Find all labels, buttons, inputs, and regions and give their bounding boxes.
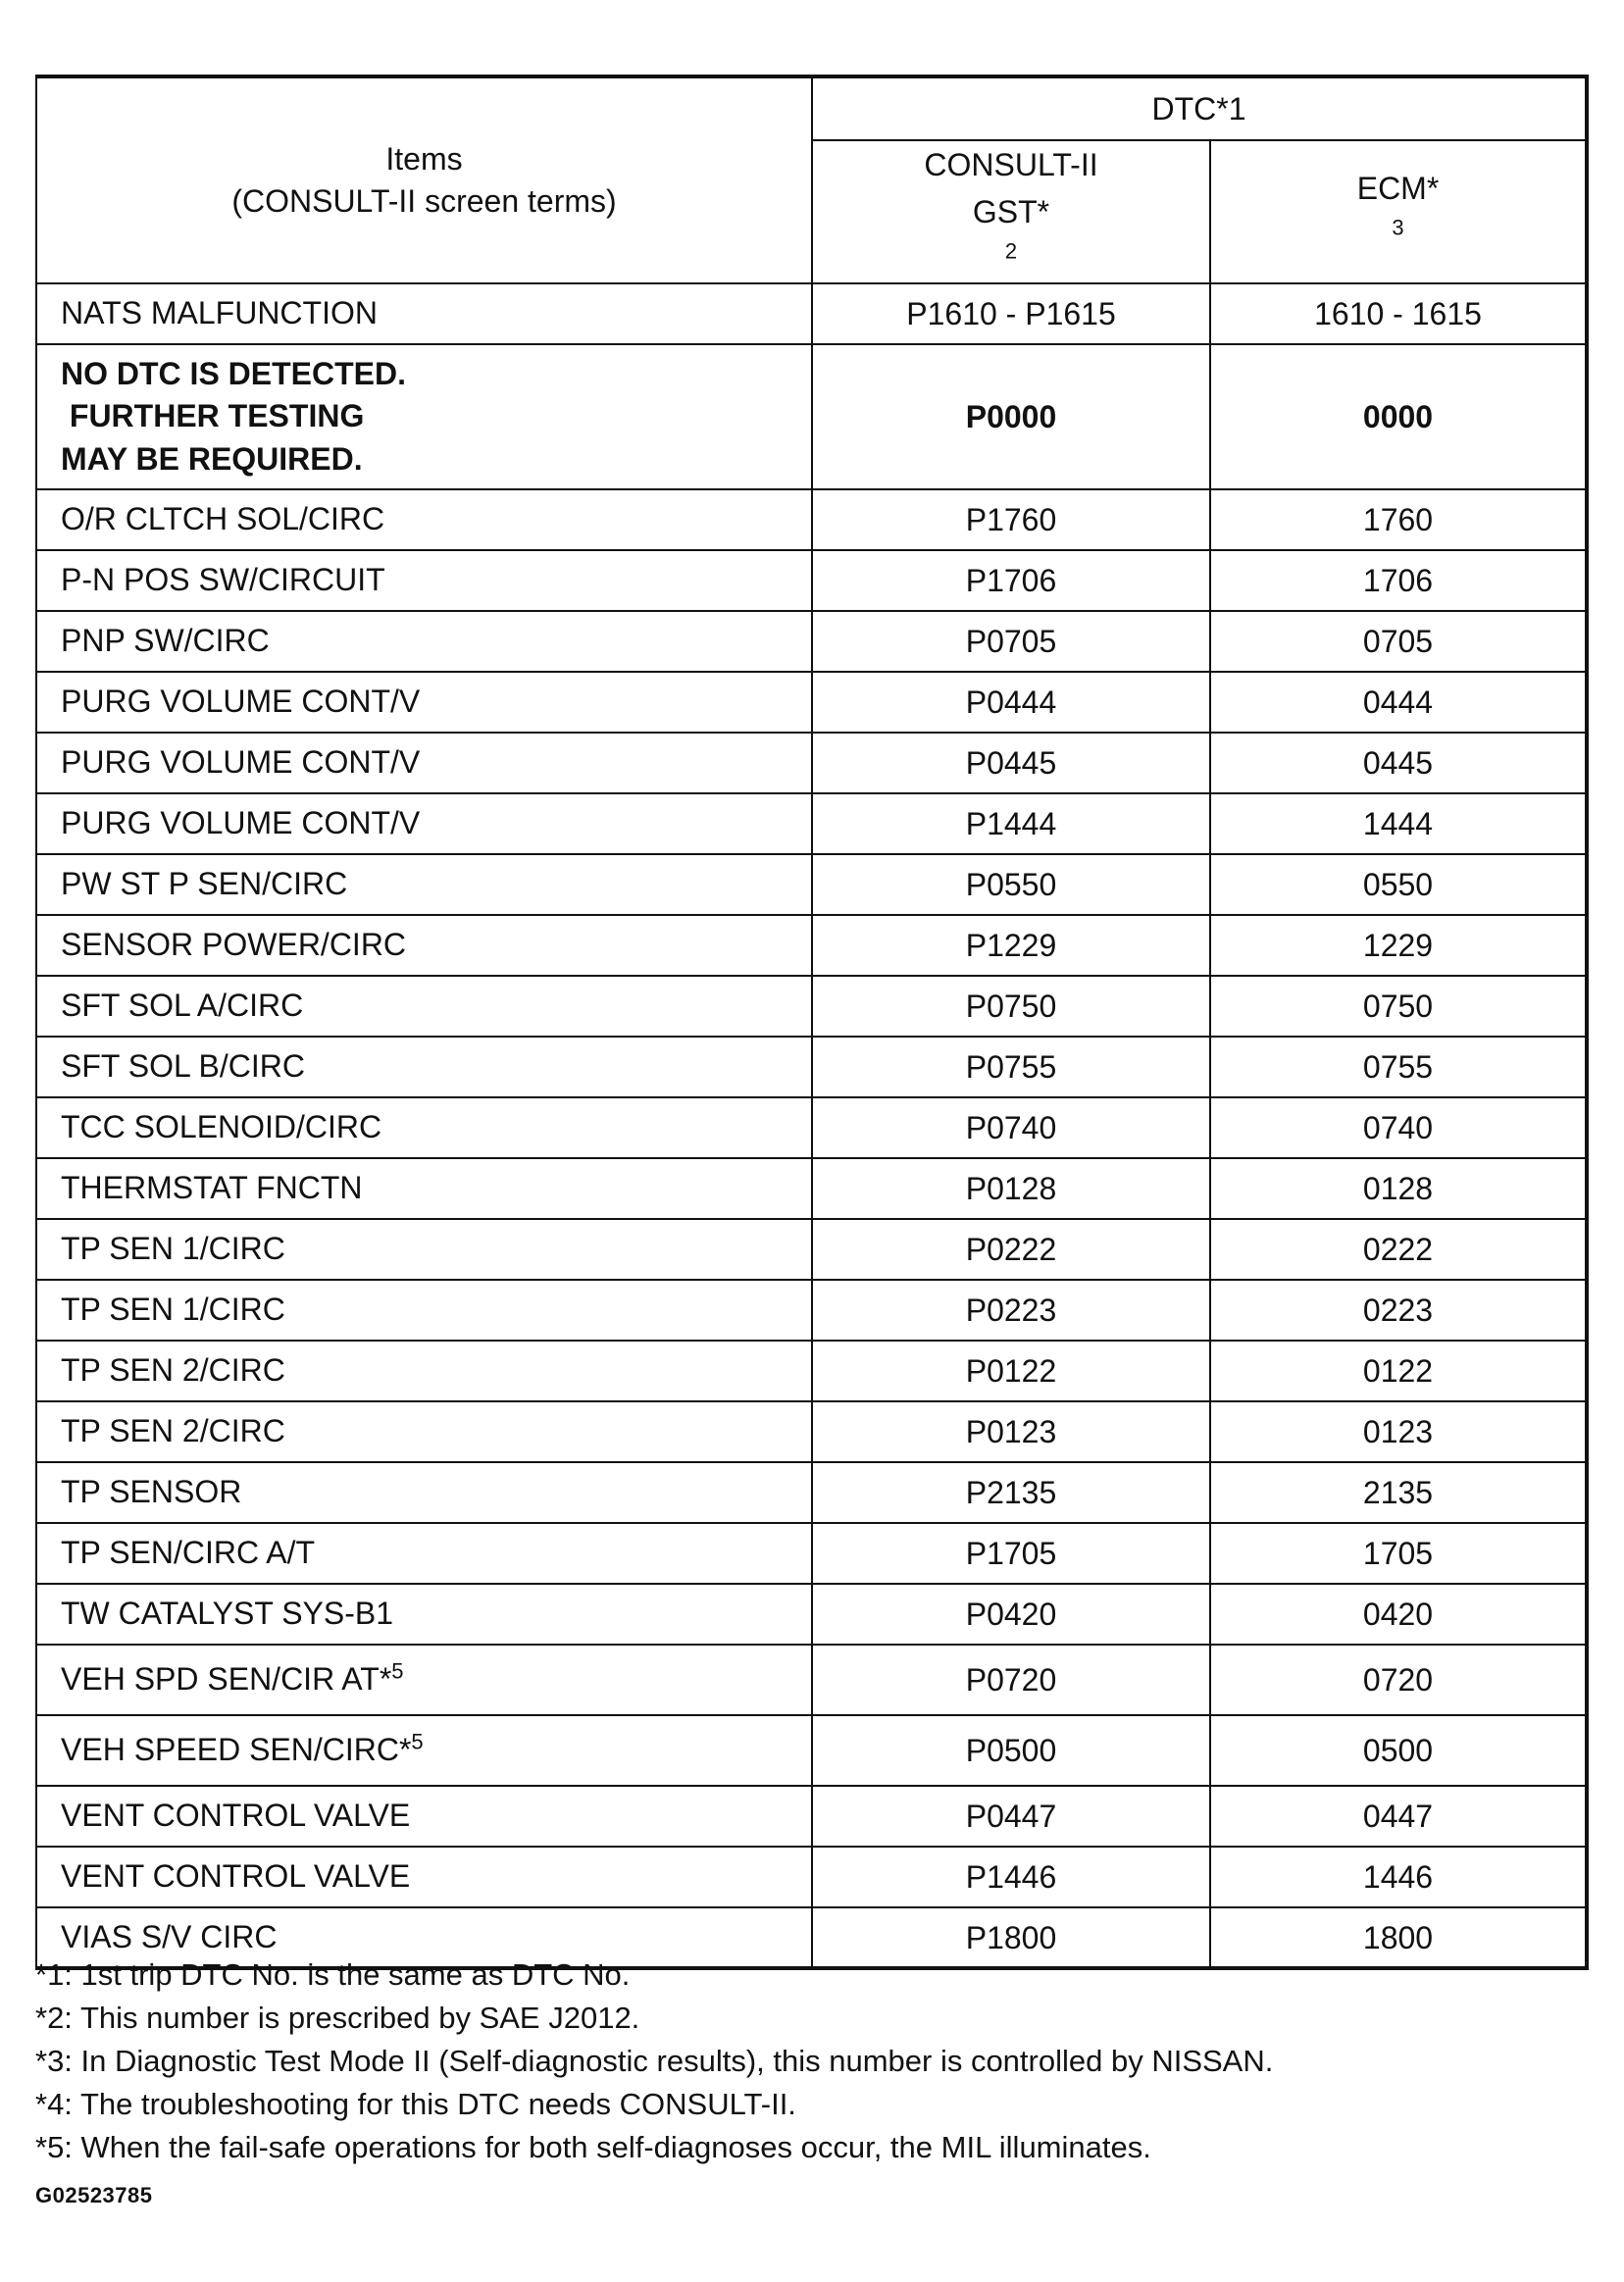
- dtc-item-name: [36, 976, 812, 1037]
- dtc-item-text: VEH SPEED SEN/CIRC*: [61, 1732, 412, 1768]
- table-row: [36, 1219, 1587, 1280]
- dtc-item-name: [36, 489, 812, 550]
- items-header-subtitle: (CONSULT-II screen terms): [231, 183, 617, 219]
- table-row: [36, 1645, 1587, 1715]
- consult-gst-code: P0720: [812, 1645, 1210, 1715]
- dtc-item-text: TP SEN/CIRC A/T: [61, 1535, 316, 1571]
- ecm-code: 0740: [1210, 1097, 1587, 1158]
- dtc-item-name: [36, 1097, 812, 1158]
- consult-gst-code: P0705: [812, 611, 1210, 672]
- ecm-header-footnote-ref: 3: [1392, 215, 1404, 240]
- consult-column-header: [812, 140, 1210, 283]
- consult-gst-code: P1446: [812, 1847, 1210, 1907]
- consult-gst-code: P0500: [812, 1715, 1210, 1786]
- ecm-code: 0128: [1210, 1158, 1587, 1219]
- ecm-header-line: ECM* $^3$: [1356, 171, 1440, 240]
- table-row: [36, 1462, 1587, 1523]
- consult-gst-code: P1760: [812, 489, 1210, 550]
- ecm-column-header: [1210, 140, 1587, 283]
- dtc-item-name: [36, 1584, 812, 1645]
- dtc-item-name: [36, 1219, 812, 1280]
- consult-gst-code: P0128: [812, 1158, 1210, 1219]
- table-row: [36, 1715, 1587, 1786]
- table-row: [36, 793, 1587, 854]
- footnote-ref: 5: [411, 1729, 424, 1754]
- dtc-item-line: NO DTC IS DETECTED.: [61, 356, 407, 392]
- consult-gst-code: P0222: [812, 1219, 1210, 1280]
- dtc-item-text: TW CATALYST SYS-B1: [61, 1596, 394, 1632]
- table-body: [36, 283, 1587, 1968]
- table-row: [36, 1280, 1587, 1341]
- table-row: [36, 854, 1587, 915]
- dtc-item-name: [36, 344, 812, 489]
- consult-gst-code: P1610 - P1615: [812, 283, 1210, 344]
- table-row: [36, 915, 1587, 976]
- table-row: [36, 672, 1587, 733]
- footnote-5: *5: When the fail-safe operations for both self-diagnoses occur, the MIL illuminates.: [35, 2130, 1151, 2164]
- table-row: [36, 1584, 1587, 1645]
- consult-gst-code: P0223: [812, 1280, 1210, 1341]
- table-row: [36, 1158, 1587, 1219]
- dtc-item-text: SFT SOL A/CIRC: [61, 988, 304, 1024]
- dtc-item-name: [36, 1523, 812, 1584]
- dtc-item-text: SENSOR POWER/CIRC: [61, 927, 407, 963]
- ecm-code: 0420: [1210, 1584, 1587, 1645]
- consult-header-footnote-ref: 2: [1004, 238, 1018, 264]
- consult-gst-code: P0550: [812, 854, 1210, 915]
- dtc-item-name: [36, 283, 812, 344]
- dtc-item-name: [36, 793, 812, 854]
- consult-gst-code: P0444: [812, 672, 1210, 733]
- ecm-code: 1229: [1210, 915, 1587, 976]
- table-row: [36, 1847, 1587, 1907]
- dtc-item-text: NATS MALFUNCTION: [61, 295, 378, 331]
- dtc-group-header: DTC*1: [812, 76, 1587, 140]
- ecm-code: 1446: [1210, 1847, 1587, 1907]
- ecm-code: 0500: [1210, 1715, 1587, 1786]
- dtc-item-name: [36, 611, 812, 672]
- dtc-item-line: FURTHER TESTING: [61, 398, 365, 434]
- dtc-item-text: P-N POS SW/CIRCUIT: [61, 562, 385, 598]
- dtc-item-name: [36, 1280, 812, 1341]
- ecm-code: 0750: [1210, 976, 1587, 1037]
- table-row: [36, 1401, 1587, 1462]
- dtc-item-name: [36, 672, 812, 733]
- table-row: [36, 1097, 1587, 1158]
- table-row: [36, 976, 1587, 1037]
- dtc-item-name: [36, 550, 812, 611]
- table-row: [36, 1523, 1587, 1584]
- table-row: [36, 550, 1587, 611]
- table-row: [36, 733, 1587, 793]
- table-row: [36, 283, 1587, 344]
- dtc-item-name: [36, 1715, 812, 1786]
- dtc-item-name: [36, 1401, 812, 1462]
- table-row: [36, 489, 1587, 550]
- consult-gst-code: P2135: [812, 1462, 1210, 1523]
- table-row: [36, 1037, 1587, 1097]
- dtc-item-text: PNP SW/CIRC: [61, 623, 270, 659]
- consult-gst-code: P1444: [812, 793, 1210, 854]
- dtc-item-text: PW ST P SEN/CIRC: [61, 866, 348, 902]
- dtc-item-line: MAY BE REQUIRED.: [61, 440, 363, 477]
- dtc-item-name: [36, 1037, 812, 1097]
- table-row: [36, 1786, 1587, 1847]
- ecm-code: 1800: [1210, 1907, 1587, 1968]
- dtc-item-text: VIAS S/V CIRC: [61, 1918, 278, 1954]
- dtc-item-text: VENT CONTROL VALVE: [61, 1858, 411, 1895]
- dtc-item-text: TP SENSOR: [61, 1474, 242, 1510]
- dtc-table: [35, 75, 1589, 1970]
- dtc-item-text: TCC SOLENOID/CIRC: [61, 1109, 382, 1145]
- ecm-code: 0444: [1210, 672, 1587, 733]
- dtc-item-name: [36, 854, 812, 915]
- dtc-item-text: SFT SOL B/CIRC: [61, 1048, 305, 1085]
- consult-gst-code: P1800: [812, 1907, 1210, 1968]
- items-column-header: [36, 76, 812, 283]
- table-row: [36, 344, 1587, 489]
- ecm-code: 2135: [1210, 1462, 1587, 1523]
- consult-gst-code: P0420: [812, 1584, 1210, 1645]
- consult-gst-code: P0447: [812, 1786, 1210, 1847]
- ecm-code: 1760: [1210, 489, 1587, 550]
- table-header: [36, 76, 1587, 283]
- ecm-code: 0223: [1210, 1280, 1587, 1341]
- dtc-item-text: PURG VOLUME CONT/V: [61, 744, 421, 781]
- footnote-ref: 5: [391, 1658, 404, 1684]
- consult-gst-code: P0123: [812, 1401, 1210, 1462]
- dtc-item-text: O/R CLTCH SOL/CIRC: [61, 501, 385, 537]
- dtc-item-text: PURG VOLUME CONT/V: [61, 805, 421, 841]
- items-header-title: Items: [385, 140, 463, 177]
- footnote-4: *4: The troubleshooting for this DTC needs CONSULT-II.: [35, 2087, 796, 2121]
- dtc-item-text: TP SEN 1/CIRC: [61, 1231, 285, 1267]
- consult-gst-code: P0740: [812, 1097, 1210, 1158]
- ecm-code: 1705: [1210, 1523, 1587, 1584]
- dtc-item-name: [36, 1847, 812, 1907]
- dtc-item-text: VENT CONTROL VALVE: [61, 1798, 411, 1834]
- ecm-code: 0123: [1210, 1401, 1587, 1462]
- ecm-code: 0122: [1210, 1341, 1587, 1401]
- consult-gst-code: P1706: [812, 550, 1210, 611]
- dtc-item-name: [36, 1786, 812, 1847]
- consult-gst-code: P1229: [812, 915, 1210, 976]
- dtc-item-text: PURG VOLUME CONT/V: [61, 684, 421, 720]
- dtc-item-text: TP SEN 2/CIRC: [61, 1413, 285, 1449]
- dtc-item-name: [36, 1158, 812, 1219]
- ecm-code: 1706: [1210, 550, 1587, 611]
- footnote-2: *2: This number is prescribed by SAE J2012.: [35, 2001, 640, 2035]
- consult-gst-code: P1705: [812, 1523, 1210, 1584]
- dtc-item-name: [36, 915, 812, 976]
- dtc-item-name: [36, 1341, 812, 1401]
- footnotes: [35, 1953, 1565, 2169]
- consult-gst-code: P0122: [812, 1341, 1210, 1401]
- ecm-code: 1444: [1210, 793, 1587, 854]
- consult-gst-code: P0750: [812, 976, 1210, 1037]
- consult-gst-code: P0445: [812, 733, 1210, 793]
- consult-header-line2: GST* $^2$: [972, 194, 1050, 264]
- figure-id: G02523785: [35, 2183, 153, 2207]
- dtc-item-text: TP SEN 2/CIRC: [61, 1352, 285, 1389]
- dtc-item-name: [36, 733, 812, 793]
- dtc-item-name: [36, 1462, 812, 1523]
- ecm-code: 0705: [1210, 611, 1587, 672]
- footnote-1: *1: 1st trip DTC No. is the same as DTC No.: [35, 1957, 631, 1992]
- consult-header-line1: CONSULT-II: [924, 147, 1098, 182]
- ecm-code: 0720: [1210, 1645, 1587, 1715]
- ecm-code: 1610 - 1615: [1210, 283, 1587, 344]
- ecm-code: 0447: [1210, 1786, 1587, 1847]
- dtc-item-name: [36, 1645, 812, 1715]
- consult-gst-code: P0000: [812, 344, 1210, 489]
- table-row: [36, 1341, 1587, 1401]
- dtc-item-text: THERMSTAT FNCTN: [61, 1170, 363, 1206]
- table-row: [36, 611, 1587, 672]
- ecm-code: 0000: [1210, 344, 1587, 489]
- dtc-item-text: TP SEN 1/CIRC: [61, 1292, 285, 1328]
- consult-gst-code: P0755: [812, 1037, 1210, 1097]
- ecm-code: 0222: [1210, 1219, 1587, 1280]
- footnote-3: *3: In Diagnostic Test Mode II (Self-diagnostic results), this number is controlled by NISSAN.: [35, 2044, 1274, 2078]
- ecm-code: 0550: [1210, 854, 1587, 915]
- ecm-code: 0445: [1210, 733, 1587, 793]
- ecm-code: 0755: [1210, 1037, 1587, 1097]
- dtc-item-text: VEH SPD SEN/CIR AT*: [61, 1661, 392, 1698]
